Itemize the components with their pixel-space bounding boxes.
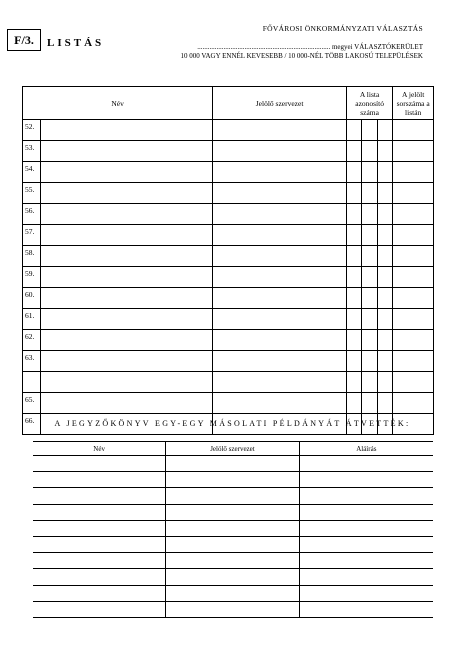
receipt-signature-cell[interactable] [299,488,433,504]
list-id-digit-cell[interactable] [361,162,377,183]
receipt-row [33,569,433,585]
receipt-header-signature: Aláírás [299,442,433,456]
row-number: 60. [23,288,41,309]
list-id-digit-cell[interactable] [377,225,393,246]
receipt-signature-cell[interactable] [299,472,433,488]
candidates-header-row [23,87,434,120]
receipt-signature-cell[interactable] [299,553,433,569]
list-id-digit-cell[interactable] [361,267,377,288]
receipt-row [33,601,433,617]
receipt-organization-cell[interactable] [166,601,299,617]
receipt-row [33,488,433,504]
candidate-row [23,330,434,351]
candidate-row [23,183,434,204]
header-list-id: A lista azonosító száma [346,87,392,120]
receipt-name-cell[interactable] [33,569,166,585]
candidate-row [23,162,434,183]
list-position-cell[interactable] [393,351,434,372]
row-number: 62. [23,330,41,351]
list-id-digit-cell[interactable] [346,267,361,288]
form-code: F/3. [7,29,41,51]
receipt-organization-cell[interactable] [166,520,299,536]
receipt-row [33,553,433,569]
receipt-organization-cell[interactable] [166,536,299,552]
list-position-cell[interactable] [393,309,434,330]
form-title: LISTÁS [47,37,105,49]
receipt-signature-cell[interactable] [299,569,433,585]
row-number: 58. [23,246,41,267]
receipt-header-row [33,442,433,456]
list-id-digit-cell[interactable] [361,141,377,162]
list-position-cell[interactable] [393,246,434,267]
row-number: 61. [23,309,41,330]
list-id-digit-cell[interactable] [346,351,361,372]
list-id-digit-cell[interactable] [346,372,361,393]
name-cell[interactable] [40,288,212,309]
name-cell[interactable] [40,204,212,225]
candidate-row [23,120,434,141]
receipt-organization-cell[interactable] [166,488,299,504]
receipt-organization-cell[interactable] [166,472,299,488]
list-id-digit-cell[interactable] [346,162,361,183]
organization-cell[interactable] [213,372,347,393]
list-id-digit-cell[interactable] [346,120,361,141]
list-id-digit-cell[interactable] [361,351,377,372]
list-id-digit-cell[interactable] [346,225,361,246]
receipt-row [33,520,433,536]
name-cell[interactable] [40,267,212,288]
list-id-digit-cell[interactable] [361,183,377,204]
list-id-digit-cell[interactable] [361,288,377,309]
name-cell[interactable] [40,393,212,414]
candidate-row [23,309,434,330]
list-id-digit-cell[interactable] [361,309,377,330]
candidate-row [23,267,434,288]
row-number: 63. [23,351,41,372]
list-id-digit-cell[interactable] [361,204,377,225]
organization-cell[interactable] [213,309,347,330]
organization-cell[interactable] [213,330,347,351]
list-position-cell[interactable] [393,372,434,393]
receipt-organization-cell[interactable] [166,569,299,585]
candidate-row [23,141,434,162]
receipt-name-cell[interactable] [33,504,166,520]
receipt-organization-cell[interactable] [166,456,299,472]
receipt-signature-cell[interactable] [299,585,433,601]
name-cell[interactable] [40,351,212,372]
name-cell[interactable] [40,372,212,393]
header-organization: Jelölő szervezet [213,87,347,120]
row-number: 53. [23,141,41,162]
row-number [23,372,41,393]
organization-cell[interactable] [213,225,347,246]
candidate-row [23,204,434,225]
row-number: 59. [23,267,41,288]
receipt-name-cell[interactable] [33,536,166,552]
candidate-row [23,246,434,267]
name-cell[interactable] [40,309,212,330]
candidate-row [23,288,434,309]
list-id-digit-cell[interactable] [361,393,377,414]
row-number: 55. [23,183,41,204]
receipt-header-name: Név [33,442,166,456]
list-id-digit-cell[interactable] [377,120,393,141]
row-number: 66. [23,414,41,435]
receipt-name-cell[interactable] [33,553,166,569]
list-id-digit-cell[interactable] [377,162,393,183]
list-id-digit-cell[interactable] [377,267,393,288]
list-id-digit-cell[interactable] [377,309,393,330]
list-id-digit-cell[interactable] [361,330,377,351]
list-id-digit-cell[interactable] [346,393,361,414]
list-id-digit-cell[interactable] [377,246,393,267]
list-id-digit-cell[interactable] [346,309,361,330]
row-number: 56. [23,204,41,225]
candidate-row [23,372,434,393]
settlement-line: 10 000 VAGY ENNÉL KEVESEBB / 10 000-NÉL TÖBB LAKOSÚ TELEPÜLÉSEK [180,52,423,60]
organization-cell[interactable] [213,393,347,414]
name-cell[interactable] [40,141,212,162]
list-id-digit-cell[interactable] [346,204,361,225]
list-position-cell[interactable] [393,288,434,309]
list-id-digit-cell[interactable] [377,393,393,414]
organization-cell[interactable] [213,141,347,162]
list-id-digit-cell[interactable] [377,372,393,393]
name-cell[interactable] [40,225,212,246]
organization-cell[interactable] [213,204,347,225]
list-position-cell[interactable] [393,183,434,204]
receipt-signature-cell[interactable] [299,536,433,552]
list-id-digit-cell[interactable] [346,141,361,162]
name-cell[interactable] [40,246,212,267]
election-title: FŐVÁROSI ÖNKORMÁNYZATI VÁLASZTÁS [262,24,423,33]
list-position-cell[interactable] [393,204,434,225]
list-id-digit-cell[interactable] [346,183,361,204]
organization-cell[interactable] [213,120,347,141]
list-id-digit-cell[interactable] [346,246,361,267]
row-number: 57. [23,225,41,246]
name-cell[interactable] [40,330,212,351]
name-cell[interactable] [40,120,212,141]
receipt-name-cell[interactable] [33,456,166,472]
list-position-cell[interactable] [393,330,434,351]
list-id-digit-cell[interactable] [361,225,377,246]
receipt-organization-cell[interactable] [166,504,299,520]
receipt-organization-cell[interactable] [166,553,299,569]
receipt-name-cell[interactable] [33,488,166,504]
receipt-table [33,441,433,618]
list-id-digit-cell[interactable] [377,288,393,309]
organization-cell[interactable] [213,162,347,183]
list-id-digit-cell[interactable] [361,120,377,141]
receipt-header-organization: Jelölő szervezet [166,442,299,456]
name-cell[interactable] [40,183,212,204]
list-position-cell[interactable] [393,141,434,162]
list-id-digit-cell[interactable] [377,330,393,351]
organization-cell[interactable] [213,246,347,267]
receipt-row [33,585,433,601]
list-position-cell[interactable] [393,162,434,183]
receipt-name-cell[interactable] [33,472,166,488]
organization-cell[interactable] [213,288,347,309]
list-position-cell[interactable] [393,120,434,141]
receipt-signature-cell[interactable] [299,601,433,617]
list-id-digit-cell[interactable] [346,330,361,351]
candidate-row [23,393,434,414]
organization-cell[interactable] [213,267,347,288]
list-id-digit-cell[interactable] [377,183,393,204]
receipt-organization-cell[interactable] [166,585,299,601]
list-position-cell[interactable] [393,225,434,246]
district-line: ............................................................................ megyei VÁLASZTÓKERÜLET [197,43,423,51]
receipt-row [33,456,433,472]
header-list-position: A jelölt sorszáma a listán [393,87,434,120]
candidate-row [23,351,434,372]
name-cell[interactable] [40,162,212,183]
candidates-table [22,86,434,435]
receipt-signature-cell[interactable] [299,504,433,520]
receipt-row [33,472,433,488]
receipt-section-title: A JEGYZŐKÖNYV EGY-EGY MÁSOLATI PÉLDÁNYÁT ÁTVETTÉK: [54,419,411,428]
receipt-name-cell[interactable] [33,520,166,536]
receipt-row [33,504,433,520]
receipt-signature-cell[interactable] [299,456,433,472]
list-id-digit-cell[interactable] [361,246,377,267]
list-position-cell[interactable] [393,393,434,414]
receipt-name-cell[interactable] [33,601,166,617]
list-id-digit-cell[interactable] [377,204,393,225]
list-id-digit-cell[interactable] [346,288,361,309]
candidate-row [23,225,434,246]
receipt-row [33,536,433,552]
list-id-digit-cell[interactable] [377,141,393,162]
list-id-digit-cell[interactable] [377,351,393,372]
header-name: Név [23,87,213,120]
list-id-digit-cell[interactable] [361,372,377,393]
row-number: 54. [23,162,41,183]
list-position-cell[interactable] [393,267,434,288]
receipt-signature-cell[interactable] [299,520,433,536]
organization-cell[interactable] [213,183,347,204]
organization-cell[interactable] [213,351,347,372]
row-number: 52. [23,120,41,141]
row-number: 65. [23,393,41,414]
receipt-name-cell[interactable] [33,585,166,601]
